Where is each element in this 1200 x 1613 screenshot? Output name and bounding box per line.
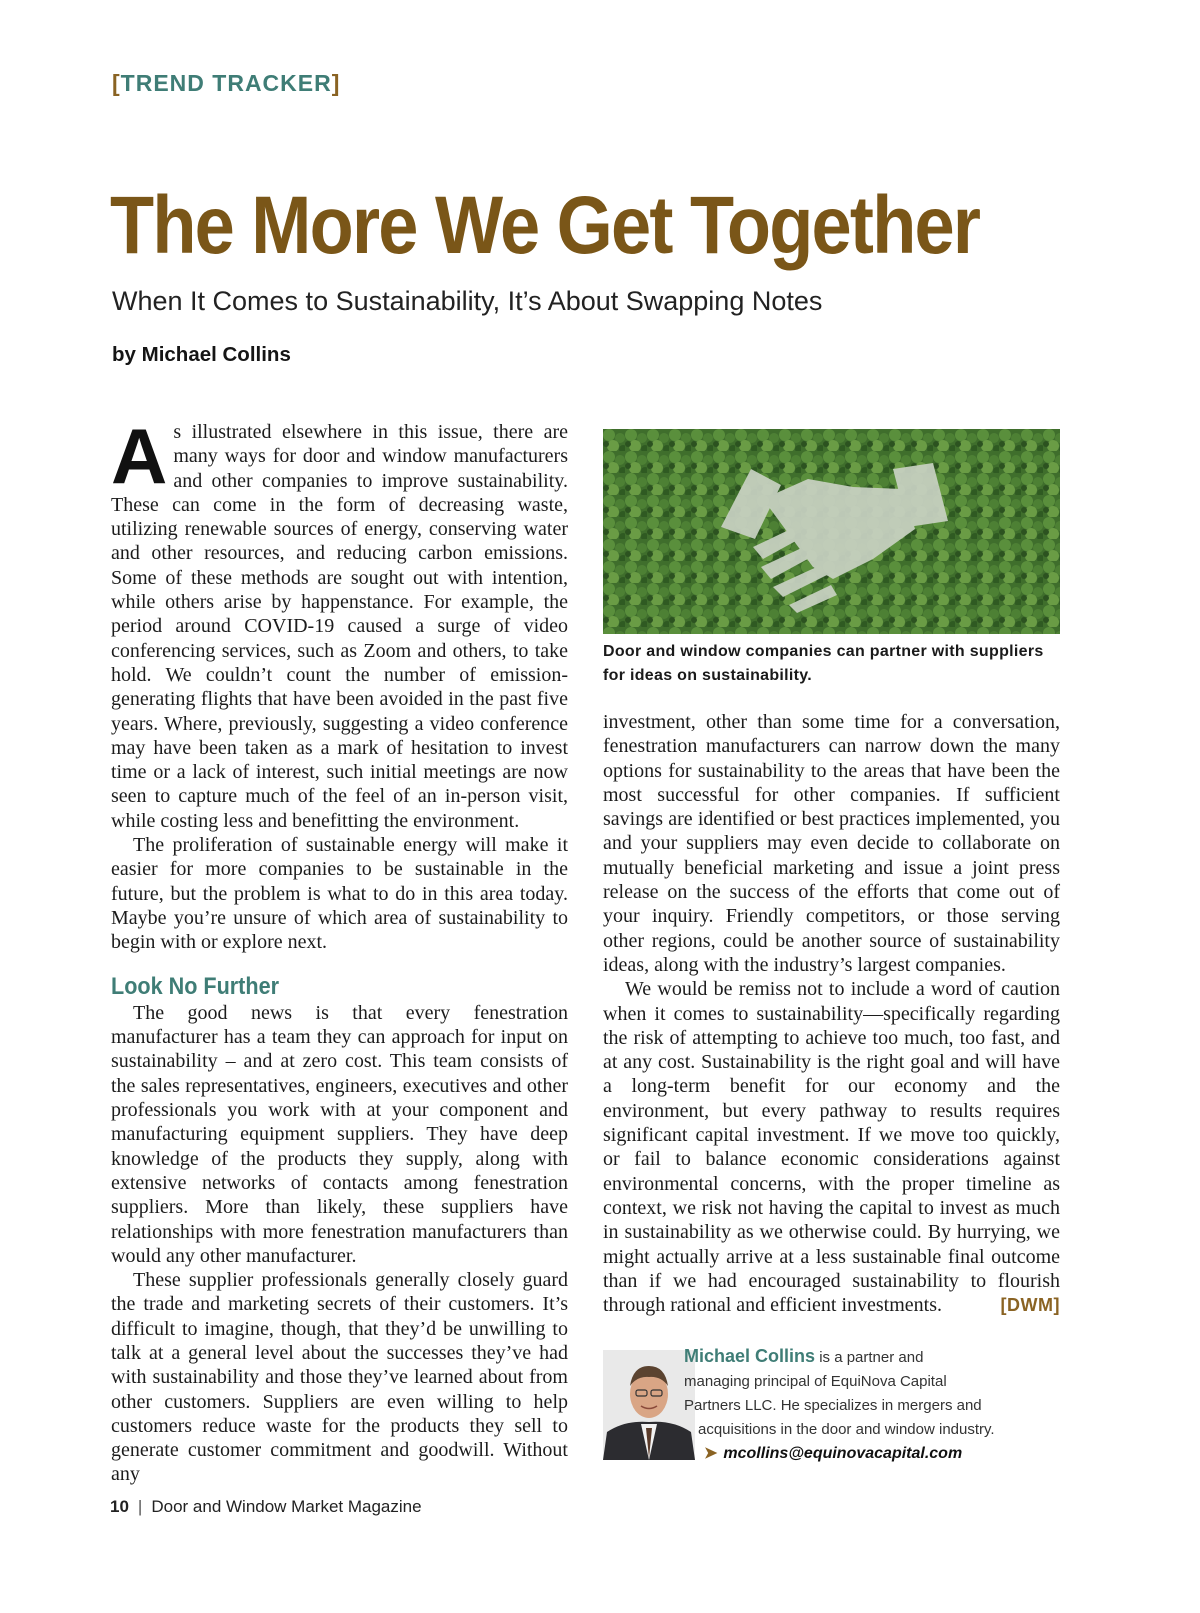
page-number: 10 <box>110 1497 129 1516</box>
author-bio-line-3: Partners LLC. He specializes in mergers and <box>684 1397 982 1414</box>
article-paragraph <box>111 412 568 833</box>
author-name: Michael Collins <box>684 1346 816 1366</box>
section-tag <box>112 70 340 97</box>
byline: by Michael Collins <box>112 343 291 366</box>
section-tag-label: TREND TRACKER <box>120 70 332 96</box>
article-paragraph: The proliferation of sustainable energy will make it easier for more companies to be sustainable in the future, but the problem is what to do in this area today. Maybe you’re unsure of which area of sustainability to begin with or explore next. <box>111 834 568 954</box>
publication-name: Door and Window Market Magazine <box>151 1497 422 1516</box>
author-portrait-illustration <box>603 1350 695 1460</box>
subheadline: When It Comes to Sustainability, It’s About Swapping Notes <box>112 286 823 316</box>
author-email-link[interactable]: mcollins@equinovacapital.com <box>723 1445 963 1462</box>
handshake-forest-photo <box>603 429 1060 634</box>
article-paragraph: The good news is that every fenestration manufacturer has a team they can approach for input on sustainability – and at zero cost. This team consists of the sales representatives, engineers, executives and other professionals you work with at your component and manufacturing equipment suppliers. They have deep knowledge of the products they supply, along with extensive networks of contacts among fenestration suppliers. More than likely, these suppliers have relationships with more fenestration manufacturers than would any other manufacturer. <box>111 1001 568 1267</box>
section-tag-open-bracket: [ <box>112 70 121 96</box>
author-bio-line-4: acquisitions in the door and window industry. <box>698 1421 995 1438</box>
paragraph-text: s illustrated elsewhere in this issue, there are many ways for door and window manufacturers and other companies to improve sustainability. These can come in the form of decreasing waste, utilizing renewable sources of energy, conserving water and other resources, and reducing carbon emissions. Some of these methods are sought out with intention, while others arise by happenstance. For example, the period around COVID-19 caused a surge of video conferencing services, such as Zoom and others, to take hold. We couldn’t count the number of emission-generating flights that have been avoided in the past five years. Where, previously, suggesting a video conference may have been taken as a mark of hesitation to invest time or a lack of interest, such initial meetings are now seen to capture much of the feel of an in-person visit, while costing less and benefitting the environment. <box>111 421 568 832</box>
headline: The More We Get Together <box>110 180 980 271</box>
end-mark: [DWM] <box>1000 1295 1060 1316</box>
photo-caption: Door and window companies can partner with suppliers for ideas on sustainability. <box>603 643 1044 684</box>
left-column <box>111 412 568 1487</box>
section-tag-close-bracket: ] <box>331 70 341 96</box>
author-bio-line-1: is a partner and <box>815 1349 924 1366</box>
footer-separator: | <box>137 1497 143 1516</box>
paragraph-text: We would be remiss not to include a word of caution when it comes to sustainability—specifically regarding the risk of attempting to achieve too much, too fast, and at any cost. Sustainability is the right goal and will have a long-term benefit for our economy and the environment, but every pathway to results requires significant capital investment. If we move too quickly, or fail to balance economic considerations against environmental concerns, with the proper timeline as context, we risk not having the capital to invest as much in sustainability as we otherwise could. By hurrying, we might actually arrive at a less sustainable final outcome than if we had encouraged sustainability to flourish through rational and efficient investments. <box>603 978 1060 1317</box>
author-bio <box>684 1344 1064 1466</box>
arrow-right-icon: ➤ <box>704 1445 718 1462</box>
article-paragraph: investment, other than some time for a conversation, fenestration manufacturers can narrow down the many options for sustainability to the areas that have been the most successful for other companies. If sufficient savings are identified or best practices implemented, you and your suppliers may even decide to collaborate on mutually beneficial marketing and issue a joint press release on the success of the efforts that come out of your inquiry. Friendly competitors, or those serving other regions, could be another source of sustainability ideas, along with the industry’s largest companies. <box>603 711 1060 976</box>
article-paragraph: These supplier professionals generally closely guard the trade and marketing secrets of their customers. It’s difficult to imagine, though, that they’d be unwilling to talk at a general level about the successes they’ve had with sustainability and those they’ve learned about from other customers. Suppliers are even willing to help customers reduce waste for the products they sell to generate customer commitment and goodwill. Without any <box>111 1269 568 1486</box>
dropcap: A <box>111 412 168 500</box>
author-headshot <box>603 1350 695 1460</box>
author-bio-line-2: managing principal of EquiNova Capital <box>684 1373 947 1390</box>
page-footer <box>110 1497 422 1517</box>
handshake-forest-illustration <box>603 429 1060 634</box>
subsection-heading: Look No Further <box>111 972 279 1000</box>
right-column <box>603 710 1060 1317</box>
article-paragraph <box>603 977 1060 1317</box>
author-email-line <box>684 1442 1064 1466</box>
